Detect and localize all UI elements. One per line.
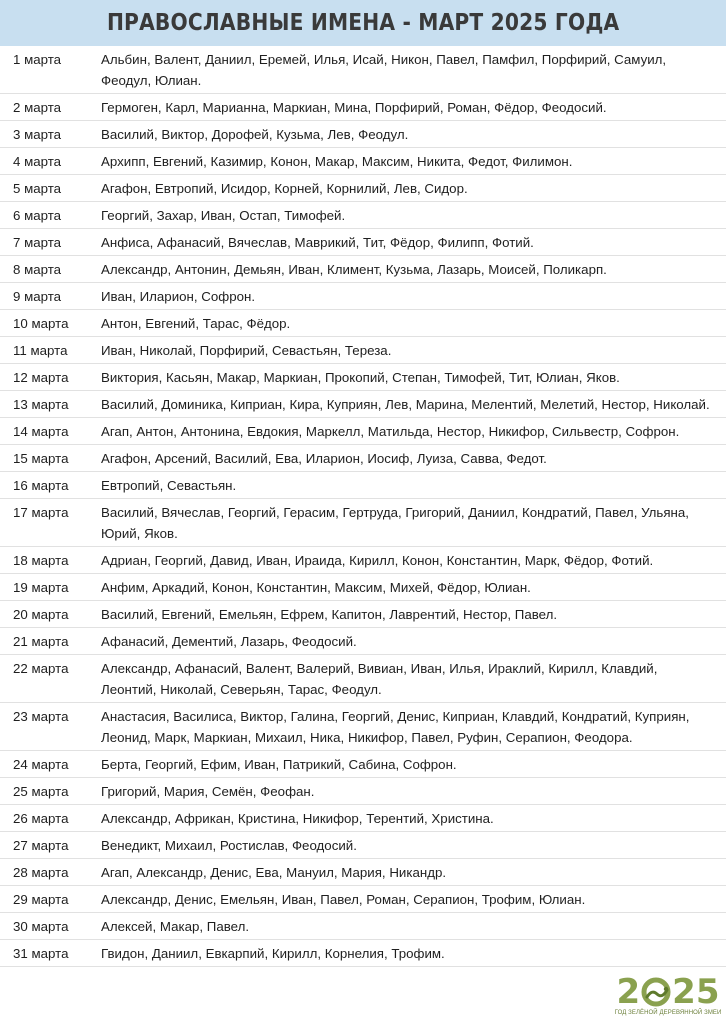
row-date: 12 марта [0,364,93,391]
row-names: Агап, Антон, Антонина, Евдокия, Маркелл, Матильда, Нестор, Никифор, Сильвестр, Софрон. [93,418,726,445]
row-date: 4 марта [0,148,93,175]
row-date: 28 марта [0,859,93,886]
row-date: 20 марта [0,601,93,628]
table-row [0,628,726,655]
page-title: ПРАВОСЛАВНЫЕ ИМЕНА - МАРТ 2025 ГОДА [106,10,620,36]
table-row [0,472,726,499]
row-names: Григорий, Мария, Семён, Феофан. [93,778,726,805]
row-date: 23 марта [0,703,93,751]
row-date: 14 марта [0,418,93,445]
row-date: 13 марта [0,391,93,418]
row-names: Агап, Александр, Денис, Ева, Мануил, Мария, Никандр. [93,859,726,886]
table-row [0,283,726,310]
row-date: 8 марта [0,256,93,283]
row-names: Василий, Вячеслав, Георгий, Герасим, Гертруда, Григорий, Даниил, Кондратий, Павел, Ульяна, Юрий, Яков. [93,499,726,547]
row-date: 16 марта [0,472,93,499]
table-row [0,148,726,175]
table-row [0,418,726,445]
table-row [0,337,726,364]
row-names: Архипп, Евгений, Казимир, Конон, Макар, Максим, Никита, Федот, Филимон. [93,148,726,175]
snake-icon [641,977,671,1007]
table-row [0,256,726,283]
row-date: 17 марта [0,499,93,547]
logo-digit: 2 [672,972,696,1012]
table-row [0,310,726,337]
row-date: 27 марта [0,832,93,859]
row-names: Виктория, Касьян, Макар, Маркиан, Прокопий, Степан, Тимофей, Тит, Юлиан, Яков. [93,364,726,391]
row-names: Анфим, Аркадий, Конон, Константин, Максим, Михей, Фёдор, Юлиан. [93,574,726,601]
table-row [0,832,726,859]
table-row [0,655,726,703]
row-date: 5 марта [0,175,93,202]
logo-caption: ГОД ЗЕЛЁНОЙ ДЕРЕВЯННОЙ ЗМЕИ [614,1010,722,1016]
table-row [0,940,726,967]
row-names: Александр, Африкан, Кристина, Никифор, Терентий, Христина. [93,805,726,832]
row-date: 19 марта [0,574,93,601]
table-row [0,778,726,805]
table-row [0,46,726,94]
table-row [0,202,726,229]
row-names: Василий, Доминика, Киприан, Кира, Куприян, Лев, Марина, Мелентий, Мелетий, Нестор, Николай. [93,391,726,418]
row-date: 2 марта [0,94,93,121]
year-logo [614,972,722,1020]
row-date: 11 марта [0,337,93,364]
row-date: 15 марта [0,445,93,472]
row-names: Агафон, Евтропий, Исидор, Корней, Корнилий, Лев, Сидор. [93,175,726,202]
row-names: Евтропий, Севастьян. [93,472,726,499]
names-table [0,46,726,967]
table-row [0,574,726,601]
table-row [0,121,726,148]
table-row [0,364,726,391]
table-row [0,94,726,121]
row-names: Берта, Георгий, Ефим, Иван, Патрикий, Сабина, Софрон. [93,751,726,778]
row-names: Гвидон, Даниил, Евкарпий, Кирилл, Корнелия, Трофим. [93,940,726,967]
row-names: Анфиса, Афанасий, Вячеслав, Маврикий, Тит, Фёдор, Филипп, Фотий. [93,229,726,256]
row-date: 10 марта [0,310,93,337]
table-row [0,391,726,418]
row-names: Василий, Евгений, Емельян, Ефрем, Капитон, Лаврентий, Нестор, Павел. [93,601,726,628]
names-table-body [0,46,726,967]
row-date: 18 марта [0,547,93,574]
table-row [0,805,726,832]
logo-year [617,974,720,1010]
row-names: Альбин, Валент, Даниил, Еремей, Илья, Исай, Никон, Павел, Памфил, Порфирий, Самуил, Феодул, Юлиан. [93,46,726,94]
row-date: 9 марта [0,283,93,310]
row-names: Георгий, Захар, Иван, Остап, Тимофей. [93,202,726,229]
table-row [0,703,726,751]
row-names: Иван, Николай, Порфирий, Севастьян, Тереза. [93,337,726,364]
row-names: Венедикт, Михаил, Ростислав, Феодосий. [93,832,726,859]
table-row [0,229,726,256]
table-row [0,547,726,574]
row-date: 24 марта [0,751,93,778]
row-names: Анастасия, Василиса, Виктор, Галина, Георгий, Денис, Киприан, Клавдий, Кондратий, Куприян, Леонид, Марк, Маркиан, Михаил, Ника, Никифор, Павел, Руфин, Серапион, Феодора. [93,703,726,751]
row-names: Афанасий, Дементий, Лазарь, Феодосий. [93,628,726,655]
row-names: Александр, Афанасий, Валент, Валерий, Вивиан, Иван, Илья, Ираклий, Кирилл, Клавдий, Леонтий, Николай, Северьян, Тарас, Феодул. [93,655,726,703]
row-names: Адриан, Георгий, Давид, Иван, Ираида, Кирилл, Конон, Константин, Марк, Фёдор, Фотий. [93,547,726,574]
logo-digit: 2 [616,972,641,1012]
row-names: Василий, Виктор, Дорофей, Кузьма, Лев, Феодул. [93,121,726,148]
row-names: Антон, Евгений, Тарас, Фёдор. [93,310,726,337]
row-names: Гермоген, Карл, Марианна, Маркиан, Мина, Порфирий, Роман, Фёдор, Феодосий. [93,94,726,121]
page-header [0,0,726,46]
row-names: Иван, Иларион, Софрон. [93,283,726,310]
table-row [0,859,726,886]
row-names: Александр, Денис, Емельян, Иван, Павел, Роман, Серапион, Трофим, Юлиан. [93,886,726,913]
row-date: 29 марта [0,886,93,913]
row-date: 7 марта [0,229,93,256]
row-date: 30 марта [0,913,93,940]
table-row [0,445,726,472]
row-date: 26 марта [0,805,93,832]
row-date: 1 марта [0,46,93,94]
row-names: Алексей, Макар, Павел. [93,913,726,940]
table-row [0,601,726,628]
row-date: 25 марта [0,778,93,805]
row-date: 22 марта [0,655,93,703]
row-names: Александр, Антонин, Демьян, Иван, Климент, Кузьма, Лазарь, Моисей, Поликарп. [93,256,726,283]
row-date: 6 марта [0,202,93,229]
row-date: 31 марта [0,940,93,967]
row-names: Агафон, Арсений, Василий, Ева, Иларион, Иосиф, Луиза, Савва, Федот. [93,445,726,472]
table-row [0,913,726,940]
table-row [0,499,726,547]
logo-digit: 5 [695,972,720,1012]
table-row [0,886,726,913]
row-date: 3 марта [0,121,93,148]
row-date: 21 марта [0,628,93,655]
table-row [0,175,726,202]
table-row [0,751,726,778]
